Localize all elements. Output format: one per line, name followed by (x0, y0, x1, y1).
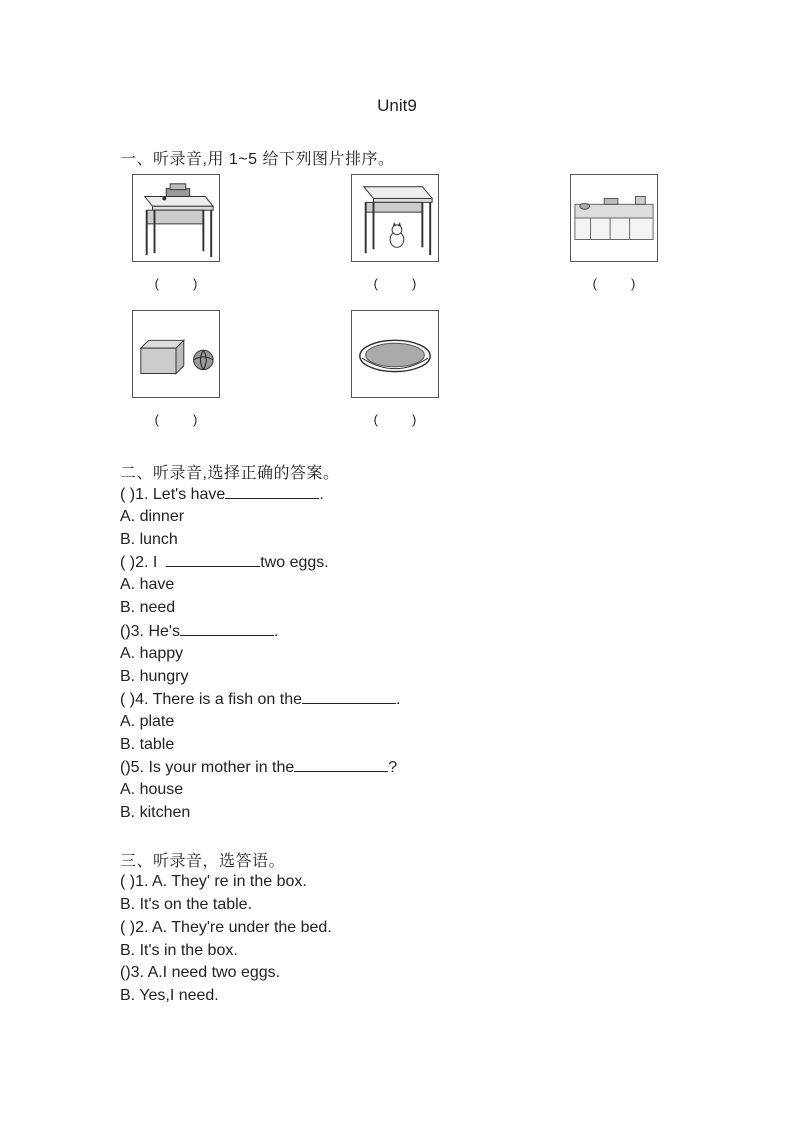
question-2: ( )2. I two eggs. (120, 554, 329, 571)
option-4a: A. plate (120, 713, 175, 730)
answer-blank[interactable] (302, 689, 396, 704)
plate-picture (351, 310, 439, 398)
question-3: ()3. He's . (120, 623, 279, 640)
question-5: ()5. Is your mother in the ? (120, 759, 398, 776)
s3-line: ( )2. A. They're under the bed. (120, 919, 332, 936)
section-1-heading: 一、听录音,用 1~5 给下列图片排序。 (120, 151, 395, 168)
answer-blank[interactable] (294, 757, 388, 772)
answer-paren-2: ( ) (373, 276, 417, 291)
option-3b: B. hungry (120, 668, 189, 685)
option-2b: B. need (120, 599, 176, 616)
question-4: ( )4. There is a fish on the . (120, 691, 401, 708)
s3-line: B. Yes,I need. (120, 987, 219, 1004)
answer-blank[interactable] (166, 552, 260, 567)
table-with-cat-picture (351, 174, 439, 262)
question-1: ( )1. Let's have . (120, 486, 324, 503)
section-2-heading: 二、听录音,选择正确的答案。 (120, 465, 340, 482)
answer-paren-3: ( ) (592, 276, 636, 291)
kitchen-picture (570, 174, 658, 262)
option-5a: A. house (120, 781, 184, 798)
desk-with-books-picture (132, 174, 220, 262)
s3-line: ()3. A.I need two eggs. (120, 964, 281, 981)
box-and-ball-picture (132, 310, 220, 398)
option-1b: B. lunch (120, 531, 178, 548)
answer-paren-1: ( ) (154, 276, 198, 291)
section-3-heading: 三、听录音，选答语。 (120, 853, 286, 870)
answer-blank[interactable] (180, 621, 274, 636)
s3-line: B. It's in the box. (120, 942, 238, 959)
answer-blank[interactable] (225, 484, 319, 499)
page-title: Unit9 (377, 96, 417, 115)
s3-line: ( )1. A. They' re in the box. (120, 873, 307, 890)
option-1a: A. dinner (120, 508, 185, 525)
option-5b: B. kitchen (120, 804, 191, 821)
option-3a: A. happy (120, 645, 184, 662)
option-2a: A. have (120, 576, 175, 593)
answer-paren-4: ( ) (154, 412, 198, 427)
option-4b: B. table (120, 736, 175, 753)
s3-line: B. It's on the table. (120, 896, 253, 913)
answer-paren-5: ( ) (373, 412, 417, 427)
